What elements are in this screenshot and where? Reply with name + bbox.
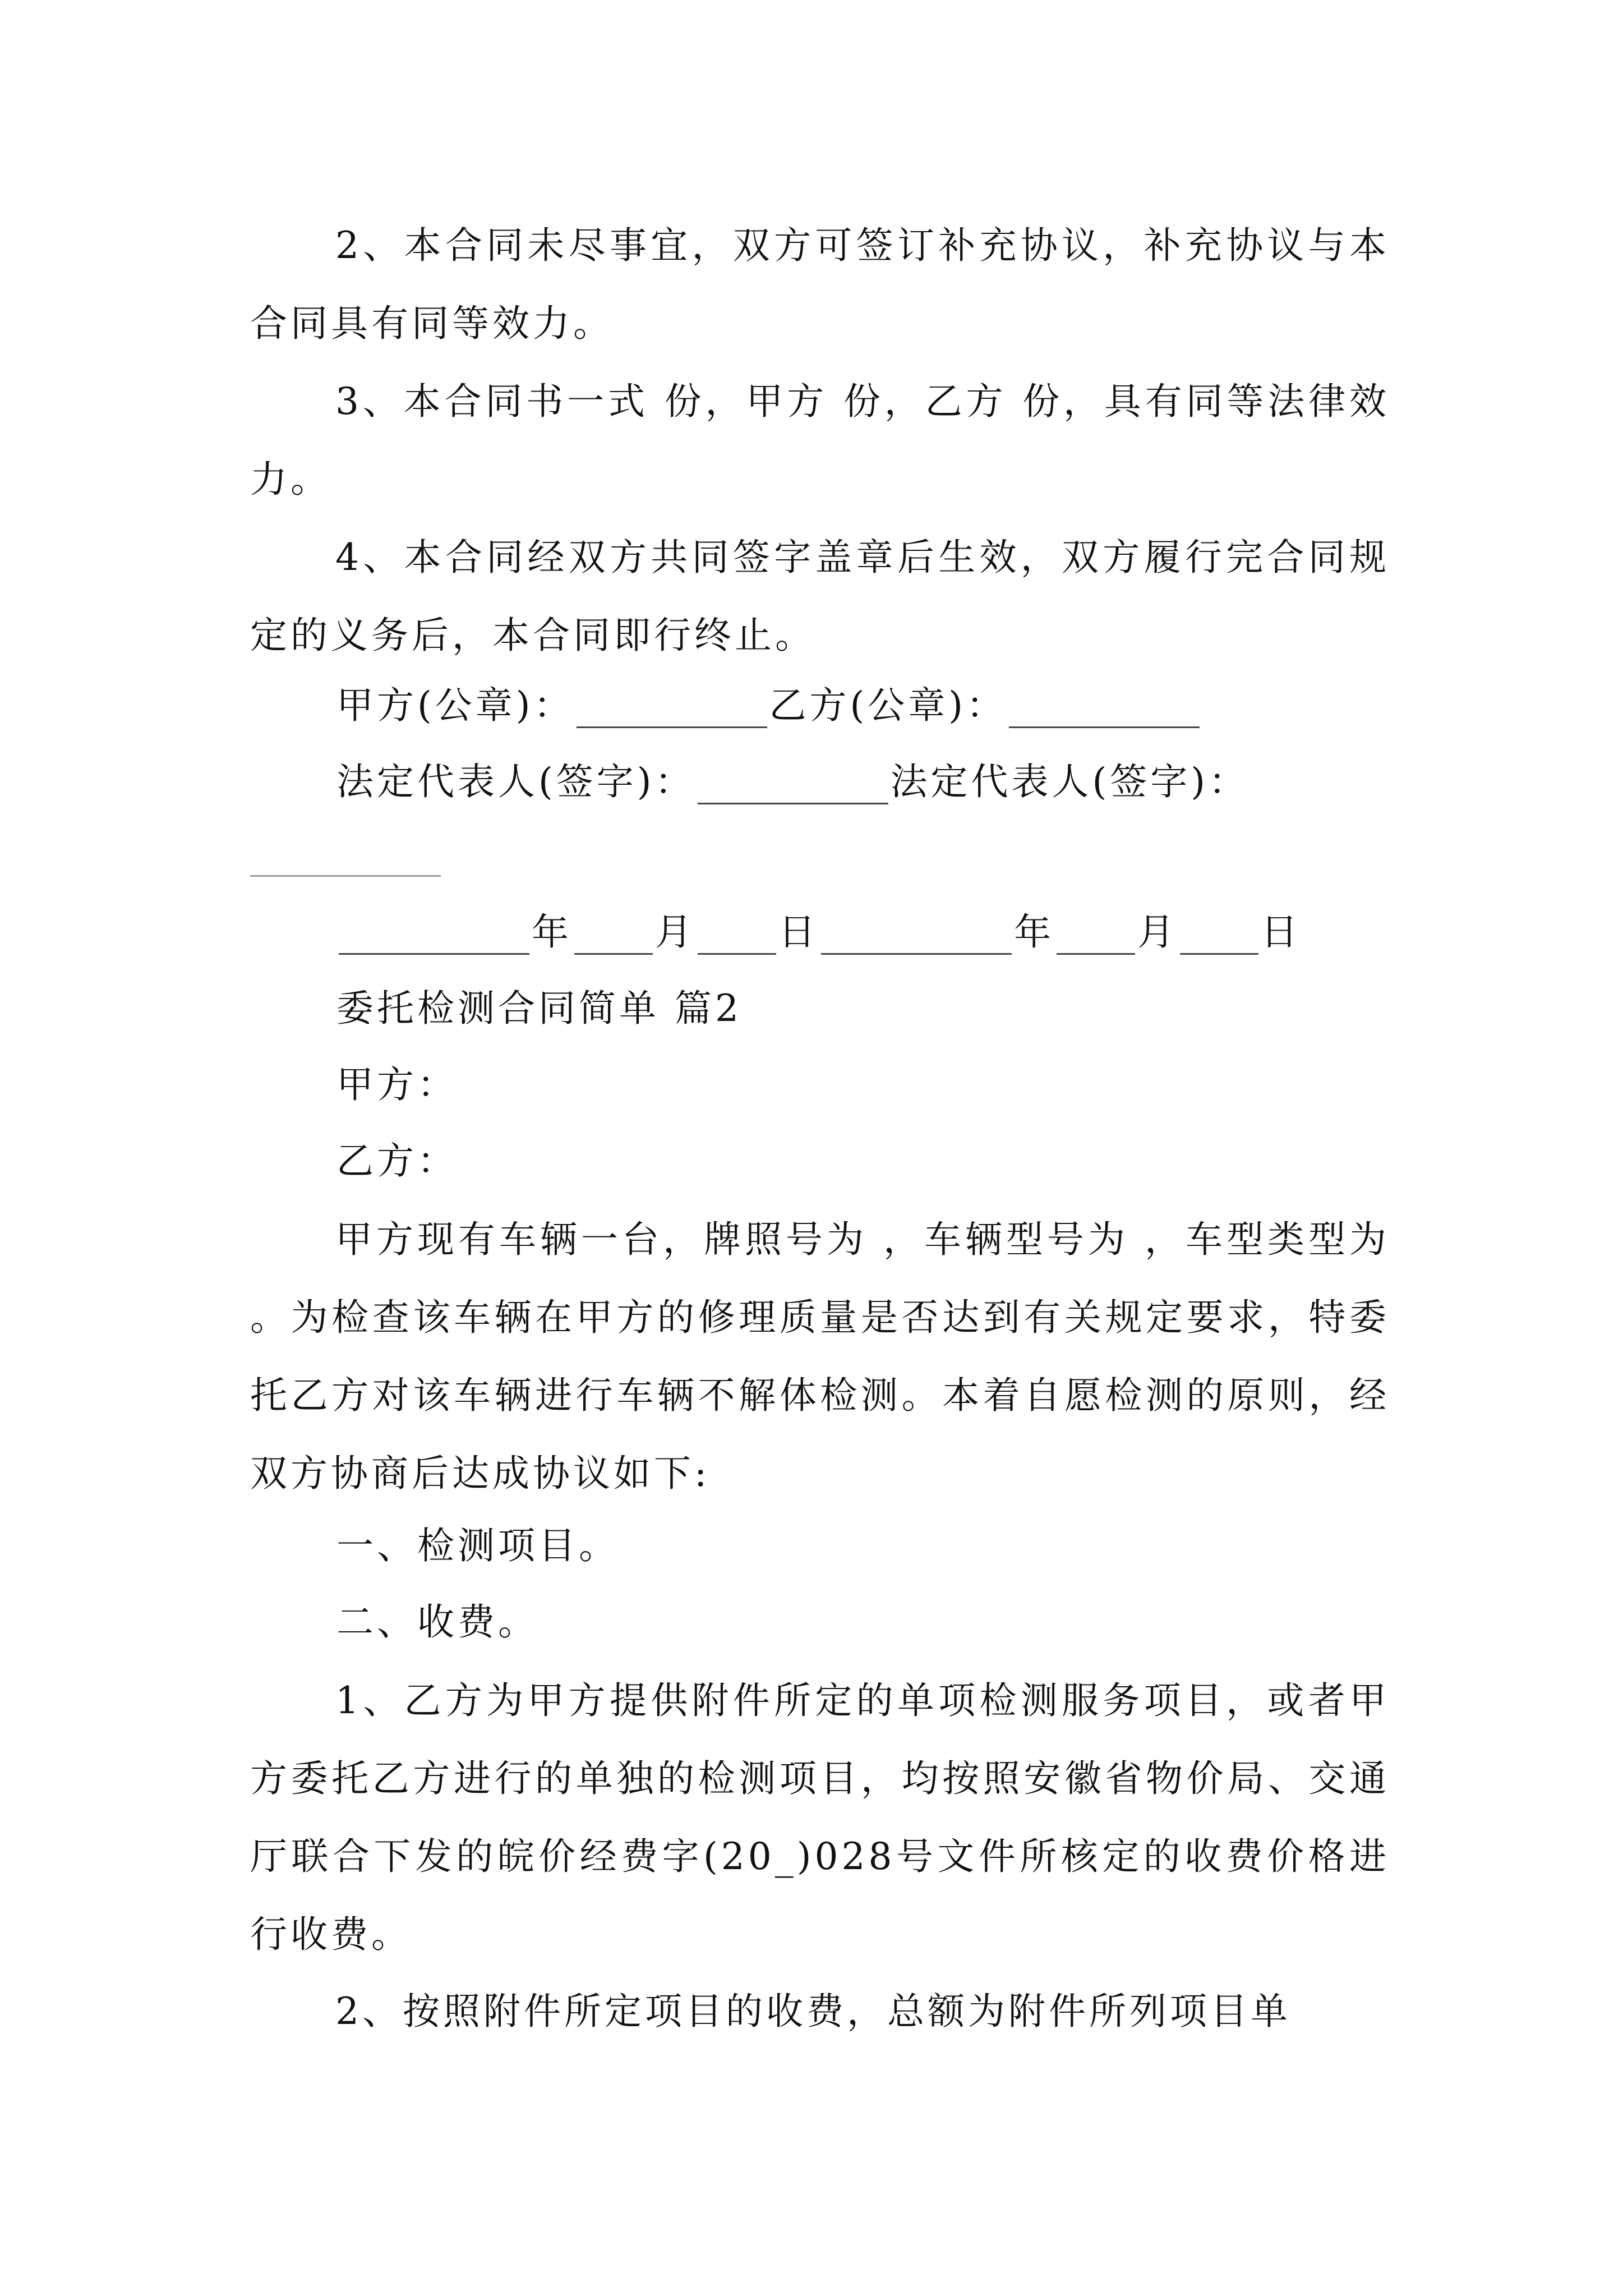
date-line [336, 910, 1301, 955]
fee-clause-1: 1、乙方为甲方提供附件所定的单项检测服务项目，或者甲方委托乙方进行的单独的检测项目，均按照安徽省物价局、交通厅联合下发的皖价经费字(20_)028号文件所核定的收费价格进行收费。 [250, 1679, 1390, 1956]
party-b-seal-blank[interactable] [1009, 692, 1200, 728]
year-b-label: 年 [1014, 910, 1054, 954]
fee-clause-2: 2、按照附件所定项目的收费，总额为附件所列项目单 [335, 1990, 1291, 2033]
month-a-blank[interactable] [574, 918, 653, 955]
party-a-label: 甲方： [336, 1063, 458, 1106]
month-b-blank[interactable] [1057, 918, 1135, 955]
intro-paragraph: 甲方现有车辆一台，牌照号为 ，车辆型号为 ，车型类型为 。为检查该车辆在甲方的修理质量是否达到有关规定要求，特委托乙方对该车辆进行车辆不解体检测。本着自愿检测的原则，经双方协商后达成协议如下: [250, 1218, 1390, 1495]
day-a-blank[interactable] [698, 918, 776, 955]
party-b-label: 乙方： [336, 1139, 458, 1182]
month-b-label: 月 [1137, 910, 1178, 954]
seal-line [336, 683, 1202, 728]
legal-rep-a-label: 法定代表人(签字)： [336, 760, 695, 803]
party-a-seal-blank[interactable] [577, 692, 767, 728]
legal-rep-line [336, 760, 1249, 804]
item-fees: 二、收费。 [336, 1600, 538, 1644]
legal-rep-b-blank[interactable] [250, 875, 441, 877]
year-b-blank[interactable] [821, 918, 1012, 955]
month-a-label: 月 [655, 910, 695, 954]
item-inspection: 一、检测项目。 [336, 1524, 619, 1567]
year-a-blank[interactable] [339, 918, 529, 955]
clause-2: 2、本合同未尽事宜，双方可签订补充协议，补充协议与本合同具有同等效力。 [250, 224, 1390, 345]
legal-rep-b-label: 法定代表人(签字)： [890, 760, 1249, 803]
section-2-title: 委托检测合同简单 篇2 [336, 987, 742, 1030]
clause-3: 3、本合同书一式 份，甲方 份，乙方 份，具有同等法律效力。 [250, 380, 1390, 501]
day-a-label: 日 [778, 910, 819, 954]
clause-4: 4、本合同经双方共同签字盖章后生效，双方履行完合同规定的义务后，本合同即行终止。 [250, 536, 1390, 657]
day-b-blank[interactable] [1180, 918, 1258, 955]
party-b-seal-label: 乙方(公章)： [769, 684, 1007, 727]
legal-rep-a-blank[interactable] [698, 768, 888, 804]
year-a-label: 年 [532, 910, 572, 954]
party-a-seal-label: 甲方(公章)： [336, 684, 574, 727]
day-b-label: 日 [1261, 910, 1301, 954]
